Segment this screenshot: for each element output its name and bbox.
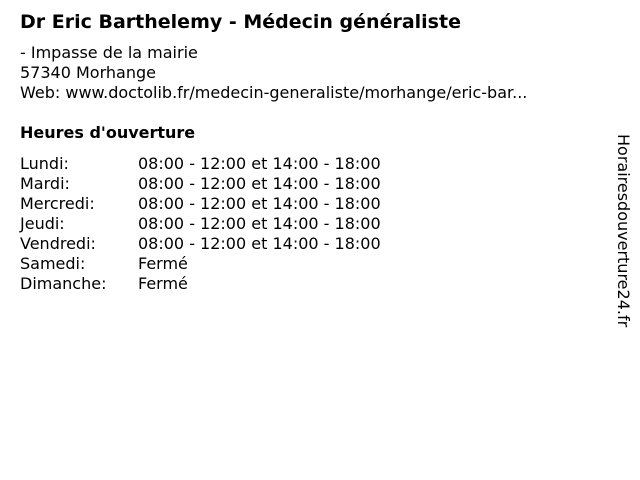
hours-row-friday <box>20 234 381 254</box>
day-label: Jeudi: <box>20 214 65 233</box>
hours-row-monday <box>20 154 381 174</box>
time-value: 08:00 - 12:00 et 14:00 - 18:00 <box>138 214 381 233</box>
time-value: 08:00 - 12:00 et 14:00 - 18:00 <box>138 154 381 173</box>
day-label: Lundi: <box>20 154 69 173</box>
hours-row-sunday <box>20 274 381 294</box>
day-label: Vendredi: <box>20 234 96 253</box>
day-label: Dimanche: <box>20 274 107 293</box>
day-label: Mercredi: <box>20 194 95 213</box>
time-value: 08:00 - 12:00 et 14:00 - 18:00 <box>138 174 381 193</box>
time-value: Fermé <box>138 274 188 293</box>
time-value: 08:00 - 12:00 et 14:00 - 18:00 <box>138 194 381 213</box>
hours-row-thursday <box>20 214 381 234</box>
opening-hours-table <box>20 154 381 294</box>
page-title: Dr Eric Barthelemy - Médecin généraliste <box>20 11 461 33</box>
hours-row-wednesday <box>20 194 381 214</box>
time-value: 08:00 - 12:00 et 14:00 - 18:00 <box>138 234 381 253</box>
day-label: Mardi: <box>20 174 70 193</box>
street-address: - Impasse de la mairie <box>20 43 198 62</box>
day-label: Samedi: <box>20 254 86 273</box>
watermark-text: Horairesdouverture24.fr <box>614 134 633 328</box>
hours-row-saturday <box>20 254 381 274</box>
hours-row-tuesday <box>20 174 381 194</box>
time-value: Fermé <box>138 254 188 273</box>
address-block <box>20 43 527 103</box>
opening-hours-heading: Heures d'ouverture <box>20 123 196 142</box>
website-link[interactable]: Web: www.doctolib.fr/medecin-generaliste/morhange/eric-bar... <box>20 83 528 102</box>
city-address: 57340 Morhange <box>20 63 156 82</box>
